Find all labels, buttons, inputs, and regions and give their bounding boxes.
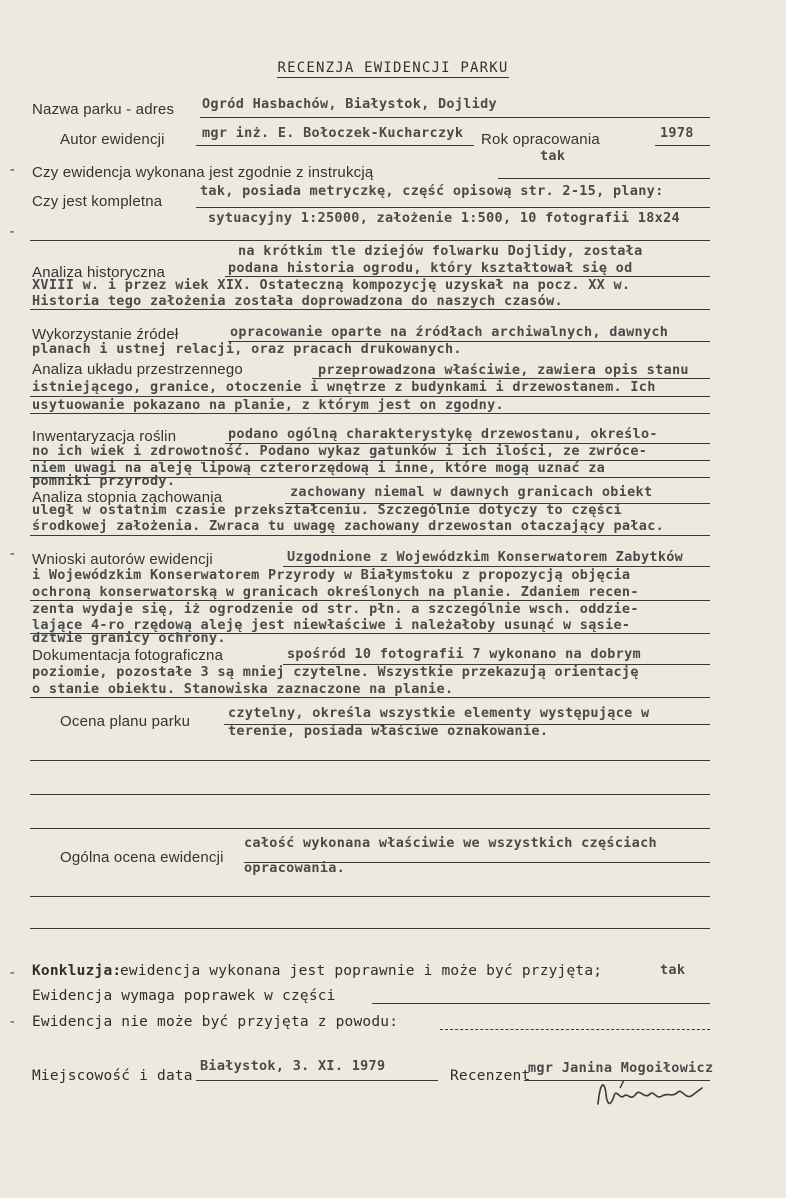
instruction-line — [498, 178, 710, 179]
layout-value-3: usytuowanie pokazano na planie, z którym jest on zgodny. — [32, 397, 504, 413]
plan-review-value-2: terenie, posiada właściwe oznakowanie. — [228, 723, 549, 739]
layout-value-1: przeprowadzona właściwie, zawiera opis stanu — [318, 362, 689, 378]
photo-docs-value-2: poziomie, pozostałe 3 są mniej czytelne. Wszystkie przekazują orientację — [32, 664, 639, 680]
history-value-4: Historia tego założenia została doprowadzona do naszych czasów. — [32, 293, 563, 309]
year-line — [655, 145, 710, 146]
preservation-value-1: zachowany niemal w dawnych granicach obiekt — [290, 484, 653, 500]
reviewer-signature — [590, 1074, 710, 1114]
preservation-label: Analiza stopnia zachowania — [32, 489, 223, 506]
sources-value-2: planach i ustnej relacji, oraz pracach drukowanych. — [32, 341, 462, 357]
plants-value-2: no ich wiek i zdrowotność. Podano wykaz gatunków i ich ilości, ze zwróce- — [32, 443, 648, 459]
place-date-line — [196, 1080, 438, 1081]
plan-review-line-2 — [30, 760, 710, 761]
conclusions-value-2: i Wojewódzkim Konserwatorem Przyrody w Białymstoku z propozycją objęcia — [32, 567, 631, 583]
conclusion-value: tak — [660, 962, 686, 978]
conclusions-value-3: ochroną konserwatorską w granicach określonych na planie. Zdaniem recen- — [32, 584, 639, 600]
author-value: mgr inż. E. Bołoczek-Kucharczyk — [202, 125, 464, 141]
plan-review-line-3 — [30, 794, 710, 795]
preservation-line-2 — [30, 535, 710, 536]
review-form-sheet: RECENZJA EWIDENCJI PARKU Nazwa parku - adres Ogród Hasbachów, Białystok, Dojlidy Autor ewidencji mgr inż. E. Bołoczek-Kucharczyk Rok opracowania 1978 - Czy ewidencja wykonana jest zgodnie z instrukcją tak Czy jest kompletna tak, posiada metryczkę, część opisową str. 2-15, plany: - sytuacyjny 1:25000, założenie 1:500, 10 fotografii 18x24 na krótkim tle dziejów folwarku Dojlidy, została Analiza historyczna podana historia ogrodu, który kształtował się od XVIII w. i przez wiek XIX. Ostateczną kompozycję uzyskał na pocz. XX w. Historia tego założenia została doprowadzona do naszych czasów. Wykorzystanie źródeł opracowanie oparte na źródłach archiwalnych, dawnych planach i ustnej relacji, oraz pracach drukowanych. Analiza układu przestrzennego przeprowadzona właściwie, zawiera opis stanu istniejącego, granice, otoczenie i wnętrze z budynkami i drzewostanem. Ich usytuowanie pokazano na planie, z którym jest on zgodny. Inwentaryzacja roślin podano ogólną charakterystykę drzewostanu, określo- no ich wiek i zdrowotność. Podano wykaz gatunków i ich ilości, ze zwróce- niem uwagi na aleję lipową czterorzędową i inne, które mogą uznać za pomniki przyrody. Analiza stopnia zachowania zachowany niemal w dawnych granicach obiekt uległ w ostatnim czasie przekształceniu. Szczególnie dotyczy to części środkowej założenia. Zwraca tu uwagę zachowany drzewostan otaczający pałac. - Wnioski autorów ewidencji Uzgodnione z Wojewódzkim Konserwatorem Zabytków i Wojewódzkim Konserwatorem Przyrody w Białymstoku z propozycją objęcia ochroną konserwatorską w granicach określonych na planie. Zdaniem recen- zenta wydaje się, iż ogrodzenie od str. płn. a szczególnie wsch. oddzie- lające 4-ro rzędową aleję jest niewłaściwe i należałoby usunąć w sąsie- dztwie granicy ochrony. Dokumentacja fotograficzna spośród 10 fotografii 7 wykonano na dobrym poziomie, pozostałe 3 są mniej czytelne. Wszystkie przekazują orientację o stanie obiektu. Stanowiska zaznaczone na planie. Ocena planu parku czytelny, określa wszystkie elementy występujące w terenie, posiada właściwe oznakowanie. całość wykonana właściwie we wszystkich częściach Ogólna ocena ewidencji opracowania. - Konkluzja: ewidencja wykonana jest poprawnie i może być przyjęta; tak Ewidencja wymaga poprawek w części - Ewidencja nie może być przyjęta z powodu: Miejscowość i data Białystok, 3. XI. 1979 Recenzent mgr Janina Mogoiłowicz — [0, 0, 786, 1198]
history-line-2 — [30, 309, 710, 310]
complete-line-2 — [30, 240, 710, 241]
overall-value-1: całość wykonana właściwie we wszystkich częściach — [244, 835, 657, 851]
plan-review-line-4 — [30, 828, 710, 829]
layout-line-3 — [30, 413, 710, 414]
park-name-label: Nazwa parku - adres — [32, 101, 175, 118]
instruction-value: tak — [540, 148, 566, 164]
layout-value-2: istniejącego, granice, otoczenie i wnętrze z budynkami i drzewostanem. Ich — [32, 379, 656, 395]
conclusions-value-6: dztwie granicy ochrony. — [32, 630, 226, 646]
form-title: RECENZJA EWIDENCJI PARKU — [277, 60, 509, 76]
complete-value-1: tak, posiada metryczkę, część opisową str. 2-15, plany: — [200, 183, 664, 199]
photo-docs-label: Dokumentacja fotograficzna — [32, 647, 224, 664]
park-name-value: Ogród Hasbachów, Białystok, Dojlidy — [202, 96, 497, 112]
preservation-value-3: środkowej założenia. Zwraca tu uwagę zachowany drzewostan otaczający pałac. — [32, 518, 665, 534]
year-label: Rok opracowania — [481, 131, 600, 148]
history-value-2: podana historia ogrodu, który kształtował się od — [228, 260, 633, 276]
complete-label: Czy jest kompletna — [32, 193, 163, 210]
conclusions-value-1: Uzgodnione z Wojewódzkim Konserwatorem Zabytków — [287, 549, 684, 565]
plants-label: Inwentaryzacja roślin — [32, 428, 177, 445]
overall-value-2: opracowania. — [244, 860, 346, 876]
plants-value-3: niem uwagi na aleję lipową czterorzędową i inne, które mogą uznać za — [32, 460, 606, 476]
corrections-text: Ewidencja wymaga poprawek w części — [32, 988, 336, 1004]
rejection-text: Ewidencja nie może być przyjęta z powodu: — [32, 1014, 399, 1030]
sources-value-1: opracowanie oparte na źródłach archiwalnych, dawnych — [230, 324, 669, 340]
overall-line-2 — [30, 896, 710, 897]
reviewer-value: mgr Janina Mogoiłowicz — [528, 1060, 714, 1076]
place-date-value: Białystok, 3. XI. 1979 — [200, 1058, 386, 1074]
photo-docs-value-3: o stanie obiektu. Stanowiska zaznaczone na planie. — [32, 681, 454, 697]
photo-docs-value-1: spośród 10 fotografii 7 wykonano na dobrym — [287, 646, 641, 662]
layout-label: Analiza układu przestrzennego — [32, 361, 243, 378]
place-date-label: Miejscowość i data — [32, 1068, 193, 1084]
plan-review-value-1: czytelny, określa wszystkie elementy występujące w — [228, 705, 650, 721]
photo-docs-line-2 — [30, 697, 710, 698]
conclusions-value-5: lające 4-ro rzędową aleję jest niewłaściwe i należałoby usunąć w sąsie- — [32, 617, 631, 633]
conclusion-label: Konkluzja: — [32, 963, 122, 979]
sources-label: Wykorzystanie źródeł — [32, 326, 179, 343]
instruction-label: Czy ewidencja wykonana jest zgodnie z instrukcją — [32, 164, 374, 181]
overall-line-3 — [30, 928, 710, 929]
plan-review-label: Ocena planu parku — [60, 713, 191, 730]
complete-line-1 — [196, 207, 710, 208]
history-label: Analiza historyczna — [32, 264, 166, 281]
conclusions-value-4: zenta wydaje się, iż ogrodzenie od str. płn. a szczególnie wsch. oddzie- — [32, 601, 639, 617]
history-value-1: na krótkim tle dziejów folwarku Dojlidy, została — [238, 243, 643, 259]
conclusion-text: ewidencja wykonana jest poprawnie i może być przyjęta; — [120, 963, 603, 979]
history-value-3: XVIII w. i przez wiek XIX. Ostateczną kompozycję uzyskał na pocz. XX w. — [32, 277, 631, 293]
plants-value-4: pomniki przyrody. — [32, 473, 176, 489]
complete-value-2: sytuacyjny 1:25000, założenie 1:500, 10 fotografii 18x24 — [208, 210, 680, 226]
year-value: 1978 — [660, 125, 694, 141]
preservation-value-2: uległ w ostatnim czasie przekształceniu. Szczególnie dotyczy to części — [32, 502, 622, 518]
author-label: Autor ewidencji — [60, 131, 165, 148]
corrections-line — [372, 1003, 710, 1004]
overall-label: Ogólna ocena ewidencji — [60, 849, 224, 866]
author-line — [196, 145, 474, 146]
reviewer-label: Recenzent — [450, 1068, 531, 1084]
plants-value-1: podano ogólną charakterystykę drzewostanu, określo- — [228, 426, 658, 442]
conclusions-authors-label: Wnioski autorów ewidencji — [32, 551, 213, 568]
park-name-line — [200, 117, 710, 118]
rejection-line — [440, 1029, 710, 1030]
